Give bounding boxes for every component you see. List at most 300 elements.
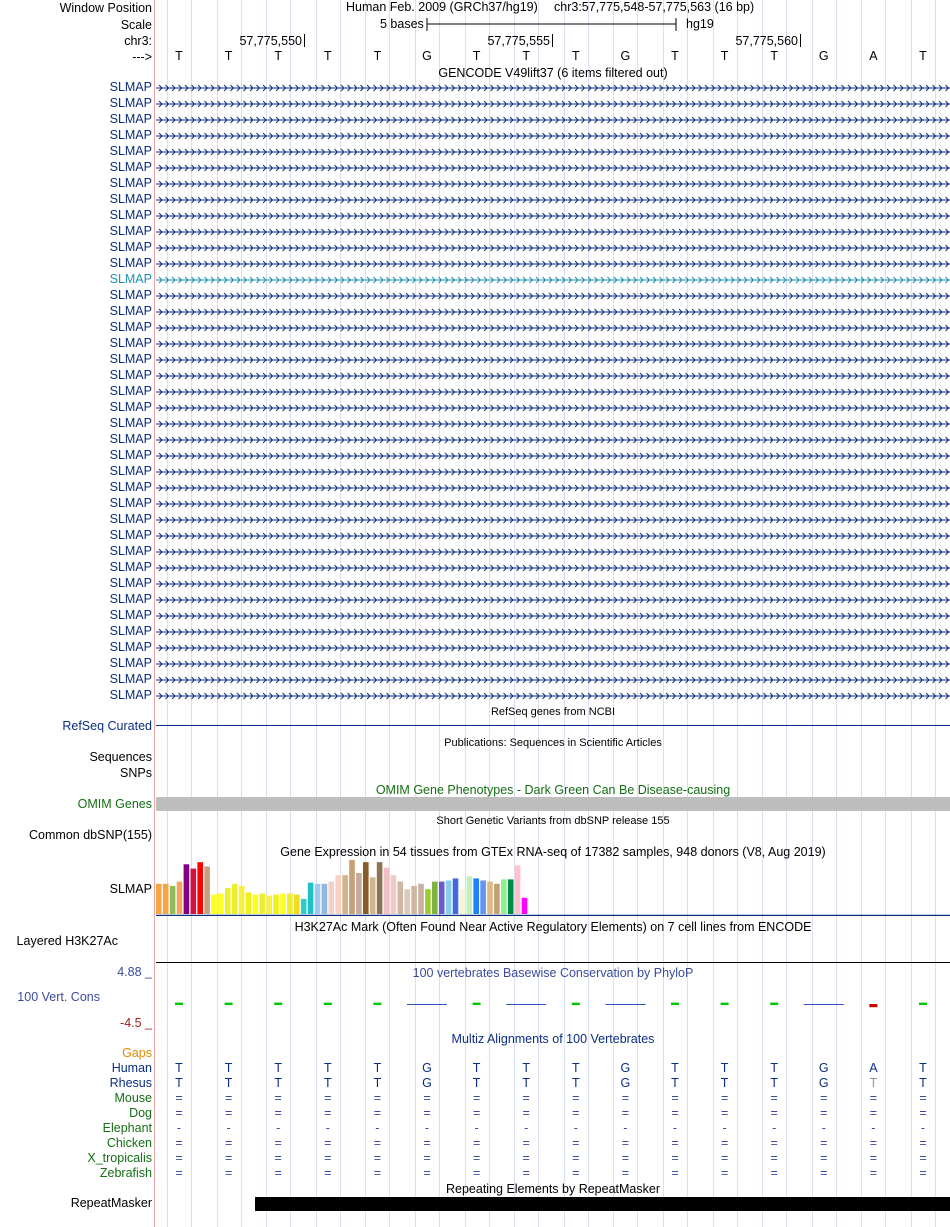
multiz-aligned-base: = — [770, 1166, 778, 1180]
gencode-transcript[interactable] — [156, 513, 950, 527]
multiz-aligned-base: G — [422, 1076, 432, 1090]
transcript-intron-arrows — [156, 625, 950, 639]
multiz-aligned-base: T — [274, 1076, 282, 1090]
phylop-score-mark — [225, 1003, 233, 1005]
gencode-gene-label[interactable]: SLMAP — [109, 320, 152, 334]
multiz-aligned-base: = — [621, 1106, 630, 1120]
transcript-intron-arrows — [156, 321, 950, 335]
multiz-aligned-base: G — [422, 1061, 432, 1075]
multiz-aligned-base: T — [720, 1061, 729, 1075]
gencode-transcript[interactable] — [156, 433, 950, 447]
gencode-transcript[interactable] — [156, 353, 950, 367]
phylop-score-mark — [473, 1003, 481, 1005]
gencode-transcript[interactable] — [156, 593, 950, 607]
gencode-gene-label[interactable]: SLMAP — [109, 176, 152, 190]
multiz-aligned-base: = — [919, 1151, 927, 1165]
gtex-tissue-bar — [197, 862, 203, 914]
gencode-gene-label[interactable]: SLMAP — [109, 144, 152, 158]
gtex-tissue-bar — [294, 895, 300, 914]
multiz-aligned-base: = — [820, 1166, 828, 1180]
repeatmasker-track-label[interactable]: RepeatMasker — [70, 1196, 152, 1210]
phylop-score-mark — [919, 1003, 927, 1005]
multiz-aligned-base: = — [869, 1136, 878, 1150]
dna-base: T — [175, 49, 183, 63]
gencode-transcript[interactable] — [156, 417, 950, 431]
gencode-transcript[interactable] — [156, 369, 950, 383]
ruler-tick-label: 57,775,550 — [239, 34, 302, 48]
multiz-aligned-base: - — [424, 1121, 430, 1135]
gtex-tissue-bar — [467, 876, 473, 914]
multiz-species-label[interactable]: Dog — [129, 1106, 152, 1120]
gtex-tissue-bar — [177, 882, 183, 914]
track-display-area[interactable] — [156, 0, 950, 1227]
scale-db-text: hg19 — [686, 17, 714, 31]
gencode-transcript[interactable] — [156, 305, 950, 319]
multiz-aligned-base: = — [820, 1151, 828, 1165]
multiz-aligned-base: T — [919, 1061, 927, 1075]
multiz-aligned-base: = — [423, 1106, 431, 1120]
scale-label: Scale — [120, 18, 152, 32]
gencode-gene-label[interactable]: SLMAP — [109, 336, 152, 350]
multiz-aligned-base: = — [770, 1136, 778, 1150]
multiz-aligned-base: = — [224, 1091, 233, 1105]
gencode-transcript[interactable] — [156, 257, 950, 271]
dbsnp-track-label[interactable]: Common dbSNP(155) — [29, 828, 152, 842]
transcript-intron-arrows — [156, 401, 950, 415]
gencode-gene-label[interactable]: SLMAP — [109, 480, 152, 494]
multiz-aligned-base: = — [770, 1106, 778, 1120]
gencode-transcript[interactable] — [156, 401, 950, 415]
multiz-aligned-base: T — [919, 1076, 927, 1090]
gtex-tissue-bar — [156, 884, 162, 914]
gtex-tissue-bar — [335, 875, 341, 914]
window-position-label: Window Position — [59, 1, 152, 15]
phylop-score-mark — [572, 1003, 580, 1005]
multiz-aligned-base: = — [324, 1166, 332, 1180]
gtex-track-title: Gene Expression in 54 tissues from GTEx RNA-seq of 17382 samples, 948 donors (V8, Aug 2019) — [280, 845, 826, 859]
gencode-transcript[interactable] — [156, 161, 950, 175]
gencode-gene-label[interactable]: SLMAP — [109, 112, 152, 126]
gencode-gene-label[interactable]: SLMAP — [109, 672, 152, 686]
multiz-aligned-base: = — [274, 1091, 282, 1105]
multiz-species-label[interactable]: Mouse — [114, 1091, 152, 1105]
multiz-aligned-base: - — [226, 1121, 231, 1135]
gencode-transcript[interactable] — [156, 97, 950, 111]
transcript-intron-arrows — [156, 497, 950, 511]
gtex-tissue-bar — [232, 884, 238, 914]
gencode-gene-label[interactable]: SLMAP — [109, 576, 152, 590]
multiz-aligned-base: = — [373, 1151, 382, 1165]
gencode-transcript[interactable] — [156, 273, 950, 287]
gencode-gene-label[interactable]: SLMAP — [109, 400, 152, 414]
multiz-aligned-base: T — [522, 1061, 530, 1075]
gtex-tissue-bar — [287, 894, 293, 915]
transcript-intron-arrows — [156, 353, 950, 367]
multiz-aligned-base: T — [571, 1076, 580, 1090]
gencode-gene-label[interactable]: SLMAP — [109, 256, 152, 270]
gencode-gene-label[interactable]: SLMAP — [109, 688, 152, 702]
gencode-gene-label[interactable]: SLMAP — [109, 528, 152, 542]
gencode-transcript[interactable] — [156, 193, 950, 207]
gencode-transcript[interactable] — [156, 657, 950, 671]
multiz-species-label[interactable]: Rhesus — [109, 1076, 152, 1090]
gtex-tissue-bar — [273, 895, 279, 914]
multiz-aligned-base: T — [472, 1061, 481, 1075]
multiz-aligned-base: = — [869, 1166, 878, 1180]
transcript-intron-arrows — [156, 417, 950, 431]
gencode-gene-label[interactable]: SLMAP — [109, 448, 152, 462]
multiz-aligned-base: T — [869, 1076, 878, 1090]
gtex-tissue-bar — [349, 860, 355, 914]
multiz-aligned-base: - — [772, 1121, 777, 1135]
multiz-aligned-base: = — [869, 1106, 878, 1120]
gencode-transcript[interactable] — [156, 113, 950, 127]
multiz-aligned-base: = — [671, 1091, 679, 1105]
multiz-species-label[interactable]: Elephant — [102, 1121, 152, 1135]
gtex-tissue-bar — [163, 884, 169, 914]
gencode-gene-label[interactable]: SLMAP — [109, 640, 152, 654]
gencode-transcript[interactable] — [156, 321, 950, 335]
multiz-aligned-base: = — [224, 1151, 233, 1165]
phylop-score-mark — [373, 1003, 381, 1005]
transcript-intron-arrows — [156, 241, 950, 255]
gtex-tissue-bar — [370, 877, 376, 914]
assembly-title: Human Feb. 2009 (GRCh37/hg19) — [346, 0, 538, 14]
multiz-aligned-base: - — [623, 1121, 628, 1135]
omim-track-label[interactable]: OMIM Genes — [77, 797, 152, 811]
gencode-transcript[interactable] — [156, 81, 950, 95]
gencode-gene-label[interactable]: SLMAP — [109, 432, 152, 446]
multiz-aligned-base: = — [324, 1136, 332, 1150]
gtex-expression-chart[interactable] — [156, 858, 950, 916]
multiz-aligned-base: = — [274, 1151, 282, 1165]
multiz-aligned-base: - — [474, 1121, 479, 1135]
multiz-aligned-base: = — [919, 1091, 927, 1105]
dna-base: A — [869, 49, 878, 63]
multiz-aligned-base: - — [722, 1121, 727, 1135]
transcript-intron-arrows — [156, 289, 950, 303]
multiz-aligned-base: = — [423, 1166, 431, 1180]
gencode-transcript[interactable] — [156, 481, 950, 495]
gencode-transcript[interactable] — [156, 529, 950, 543]
multiz-aligned-base: T — [373, 1061, 382, 1075]
gencode-gene-label[interactable]: SLMAP — [109, 496, 152, 510]
gencode-transcript[interactable] — [156, 465, 950, 479]
gtex-tissue-bar — [391, 875, 397, 914]
phylop-score-mark — [770, 1003, 778, 1005]
repeatmasker-element-bar[interactable] — [255, 1197, 950, 1211]
gtex-tissue-bar — [253, 895, 259, 914]
multiz-aligned-base: = — [572, 1091, 580, 1105]
gtex-tissue-bar — [398, 882, 404, 914]
multiz-aligned-base: T — [175, 1061, 183, 1075]
gencode-transcript[interactable] — [156, 337, 950, 351]
transcript-intron-arrows — [156, 97, 950, 111]
multiz-aligned-base: T — [571, 1061, 580, 1075]
transcript-intron-arrows — [156, 561, 950, 575]
transcript-intron-arrows — [156, 81, 950, 95]
omim-track-title: OMIM Gene Phenotypes - Dark Green Can Be Disease-causing — [375, 783, 731, 797]
transcript-intron-arrows — [156, 657, 950, 671]
transcript-intron-arrows — [156, 513, 950, 527]
gencode-gene-label[interactable]: SLMAP — [109, 384, 152, 398]
gencode-gene-label[interactable]: SLMAP — [109, 608, 152, 622]
multiz-aligned-base: = — [373, 1106, 382, 1120]
refseq-track-title: RefSeq genes from NCBI — [490, 706, 616, 718]
gencode-transcript[interactable] — [156, 129, 950, 143]
transcript-intron-arrows — [156, 433, 950, 447]
multiz-aligned-base: = — [175, 1091, 183, 1105]
transcript-intron-arrows — [156, 481, 950, 495]
transcript-intron-arrows — [156, 337, 950, 351]
multiz-aligned-base: = — [919, 1106, 927, 1120]
multiz-aligned-base: T — [373, 1076, 382, 1090]
phylop-track-label[interactable]: 100 Vert. Cons — [17, 990, 100, 1004]
position-text: chr3:57,775,548-57,775,563 (16 bp) — [554, 0, 755, 14]
phylop-score-mark — [605, 1004, 645, 1005]
dna-base: T — [323, 49, 332, 63]
h3k27ac-track-label[interactable]: Layered H3K27Ac — [16, 934, 118, 948]
gtex-tissue-bar — [308, 883, 314, 914]
multiz-aligned-base: = — [919, 1136, 927, 1150]
omim-phenotype-bar[interactable] — [156, 797, 950, 811]
transcript-intron-arrows — [156, 129, 950, 143]
gencode-track-title: GENCODE V49lift37 (6 items filtered out) — [438, 66, 668, 80]
gtex-tissue-bar — [439, 882, 445, 914]
gencode-transcript[interactable] — [156, 225, 950, 239]
multiz-aligned-base: = — [373, 1136, 382, 1150]
gtex-tissue-bar — [280, 894, 286, 915]
gencode-transcript[interactable] — [156, 177, 950, 191]
gencode-transcript[interactable] — [156, 625, 950, 639]
gtex-tissue-bar — [515, 865, 521, 914]
dna-base: G — [818, 49, 829, 63]
multiz-aligned-base: = — [770, 1151, 778, 1165]
gtex-track-label[interactable]: SLMAP — [109, 882, 152, 896]
multiz-species-label[interactable]: Human — [111, 1061, 152, 1075]
transcript-intron-arrows — [156, 545, 950, 559]
ruler-tick-mark — [304, 34, 305, 47]
multiz-aligned-base: T — [323, 1061, 332, 1075]
multiz-aligned-base: = — [621, 1166, 630, 1180]
multiz-aligned-base: = — [720, 1166, 729, 1180]
phylop-conservation-plot[interactable] — [156, 990, 950, 1020]
gencode-transcript[interactable] — [156, 497, 950, 511]
multiz-aligned-base: = — [224, 1166, 233, 1180]
gtex-tissue-bar — [501, 879, 507, 914]
multiz-aligned-base: = — [373, 1166, 382, 1180]
multiz-aligned-base: = — [522, 1166, 530, 1180]
dna-base: T — [671, 49, 679, 63]
gtex-tissue-bar — [170, 886, 176, 914]
multiz-aligned-base: = — [671, 1166, 679, 1180]
multiz-aligned-base: T — [175, 1076, 183, 1090]
multiz-aligned-base: T — [522, 1076, 530, 1090]
multiz-aligned-base: = — [720, 1136, 729, 1150]
gtex-tissue-bar — [301, 899, 307, 914]
transcript-intron-arrows — [156, 577, 950, 591]
gencode-gene-label[interactable]: SLMAP — [109, 304, 152, 318]
gencode-transcript[interactable] — [156, 577, 950, 591]
transcript-intron-arrows — [156, 593, 950, 607]
gencode-gene-label[interactable]: SLMAP — [109, 224, 152, 238]
gencode-gene-label[interactable]: SLMAP — [109, 128, 152, 142]
dna-base: G — [620, 49, 631, 63]
multiz-aligned-base: = — [572, 1151, 580, 1165]
gtex-tissue-bar — [418, 884, 424, 914]
gtex-tissue-bar — [225, 888, 231, 914]
gtex-tissue-bar — [218, 894, 224, 915]
multiz-aligned-base: = — [472, 1151, 481, 1165]
gencode-transcript[interactable] — [156, 385, 950, 399]
gencode-gene-label[interactable]: SLMAP — [109, 272, 152, 286]
multiz-aligned-base: - — [573, 1121, 578, 1135]
refseq-gene-line[interactable] — [156, 725, 950, 726]
gencode-gene-label[interactable]: SLMAP — [109, 624, 152, 638]
multiz-aligned-base: = — [720, 1091, 729, 1105]
gencode-gene-label[interactable]: SLMAP — [109, 368, 152, 382]
gencode-gene-label[interactable]: SLMAP — [109, 592, 152, 606]
multiz-aligned-base: = — [423, 1091, 431, 1105]
multiz-aligned-base: = — [472, 1091, 481, 1105]
gencode-gene-label[interactable]: SLMAP — [109, 352, 152, 366]
h3k27ac-baseline — [156, 962, 950, 963]
multiz-aligned-base: = — [869, 1091, 878, 1105]
gencode-gene-label[interactable]: SLMAP — [109, 464, 152, 478]
dbsnp-track-title: Short Genetic Variants from dbSNP release 155 — [436, 815, 670, 827]
gencode-gene-label[interactable]: SLMAP — [109, 656, 152, 670]
multiz-aligned-base: = — [820, 1091, 828, 1105]
h3k27ac-track-title: H3K27Ac Mark (Often Found Near Active Regulatory Elements) on 7 cell lines from ENCODE — [294, 920, 812, 934]
gencode-transcript[interactable] — [156, 689, 950, 703]
dna-base: T — [274, 49, 282, 63]
gencode-transcript[interactable] — [156, 289, 950, 303]
multiz-aligned-base: - — [920, 1121, 926, 1135]
gtex-tissue-bar — [266, 896, 272, 914]
gencode-gene-label[interactable]: SLMAP — [109, 560, 152, 574]
strand-label: ---> — [132, 50, 152, 64]
multiz-aligned-base: T — [224, 1076, 233, 1090]
multiz-aligned-base: = — [720, 1151, 729, 1165]
gencode-transcript[interactable] — [156, 241, 950, 255]
multiz-aligned-base: - — [276, 1121, 281, 1135]
multiz-aligned-base: T — [274, 1061, 282, 1075]
multiz-aligned-base: = — [274, 1136, 282, 1150]
ruler-tick-mark — [800, 34, 801, 47]
gtex-tissue-bar — [342, 875, 348, 914]
multiz-aligned-base: = — [224, 1106, 233, 1120]
transcript-intron-arrows — [156, 225, 950, 239]
multiz-aligned-base: = — [621, 1136, 630, 1150]
gencode-gene-label[interactable]: SLMAP — [109, 288, 152, 302]
multiz-aligned-base: = — [720, 1106, 729, 1120]
transcript-intron-arrows — [156, 161, 950, 175]
sequences-track-label[interactable]: Sequences — [89, 750, 152, 764]
transcript-intron-arrows — [156, 449, 950, 463]
refseq-track-label[interactable]: RefSeq Curated — [62, 719, 152, 733]
multiz-aligned-base: T — [224, 1061, 233, 1075]
snps-track-label[interactable]: SNPs — [120, 766, 152, 780]
multiz-aligned-base: = — [522, 1136, 530, 1150]
gencode-transcript[interactable] — [156, 545, 950, 559]
gtex-tissue-bar — [480, 881, 486, 915]
gtex-tissue-bar — [432, 882, 438, 914]
transcript-intron-arrows — [156, 193, 950, 207]
multiz-aligned-base: = — [621, 1151, 630, 1165]
phylop-score-mark — [506, 1004, 546, 1005]
dna-base: T — [224, 49, 233, 63]
transcript-intron-arrows — [156, 385, 950, 399]
gencode-transcript[interactable] — [156, 145, 950, 159]
gencode-transcript[interactable] — [156, 673, 950, 687]
gencode-transcript[interactable] — [156, 561, 950, 575]
gencode-gene-label[interactable]: SLMAP — [109, 80, 152, 94]
gtex-tissue-bar — [522, 898, 528, 914]
gencode-gene-label[interactable]: SLMAP — [109, 544, 152, 558]
chrom-label: chr3: — [124, 34, 152, 48]
gtex-tissue-bar — [204, 867, 210, 915]
multiz-aligned-base: = — [919, 1166, 927, 1180]
multiz-aligned-base: T — [720, 1076, 729, 1090]
multiz-species-label[interactable]: Chicken — [106, 1136, 152, 1150]
multiz-gaps-label: Gaps — [122, 1046, 152, 1060]
multiz-aligned-base: = — [324, 1151, 332, 1165]
gtex-tissue-bar — [384, 868, 390, 914]
gtex-tissue-bar — [494, 884, 500, 914]
phylop-score-mark — [407, 1004, 447, 1005]
gencode-gene-label[interactable]: SLMAP — [109, 192, 152, 206]
gtex-tissue-bar — [473, 878, 479, 914]
multiz-aligned-base: = — [423, 1151, 431, 1165]
gencode-gene-label[interactable]: SLMAP — [109, 160, 152, 174]
gencode-transcript[interactable] — [156, 449, 950, 463]
gtex-tissue-bar — [508, 879, 514, 914]
transcript-intron-arrows — [156, 529, 950, 543]
multiz-aligned-base: = — [324, 1106, 332, 1120]
gencode-gene-label[interactable]: SLMAP — [109, 240, 152, 254]
multiz-species-label[interactable]: Zebrafish — [99, 1166, 152, 1180]
transcript-intron-arrows — [156, 257, 950, 271]
gencode-transcript[interactable] — [156, 609, 950, 623]
multiz-aligned-base: - — [821, 1121, 826, 1135]
multiz-aligned-base: = — [671, 1151, 679, 1165]
gencode-gene-label[interactable]: SLMAP — [109, 96, 152, 110]
gencode-gene-label[interactable]: SLMAP — [109, 208, 152, 222]
ruler-tick-label: 57,775,555 — [487, 34, 550, 48]
multiz-aligned-base: G — [818, 1076, 829, 1090]
gtex-tissue-bar — [356, 873, 362, 914]
transcript-intron-arrows — [156, 673, 950, 687]
multiz-aligned-base: = — [175, 1166, 183, 1180]
dna-base: T — [770, 49, 778, 63]
gencode-gene-label[interactable]: SLMAP — [109, 512, 152, 526]
scale-bar — [426, 16, 682, 32]
gtex-tissue-bar — [239, 886, 245, 914]
multiz-aligned-base: = — [572, 1136, 580, 1150]
multiz-aligned-base: = — [175, 1136, 183, 1150]
ruler-tick-mark — [552, 34, 553, 47]
gencode-gene-label[interactable]: SLMAP — [109, 416, 152, 430]
gencode-transcript[interactable] — [156, 641, 950, 655]
multiz-aligned-base: G — [620, 1061, 631, 1075]
multiz-species-label[interactable]: X_tropicalis — [87, 1151, 152, 1165]
dna-base: G — [422, 49, 432, 63]
multiz-aligned-base: = — [373, 1091, 382, 1105]
gtex-tissue-bar — [246, 892, 252, 914]
gtex-tissue-bar — [446, 881, 452, 915]
multiz-aligned-base: = — [522, 1091, 530, 1105]
gencode-transcript[interactable] — [156, 209, 950, 223]
